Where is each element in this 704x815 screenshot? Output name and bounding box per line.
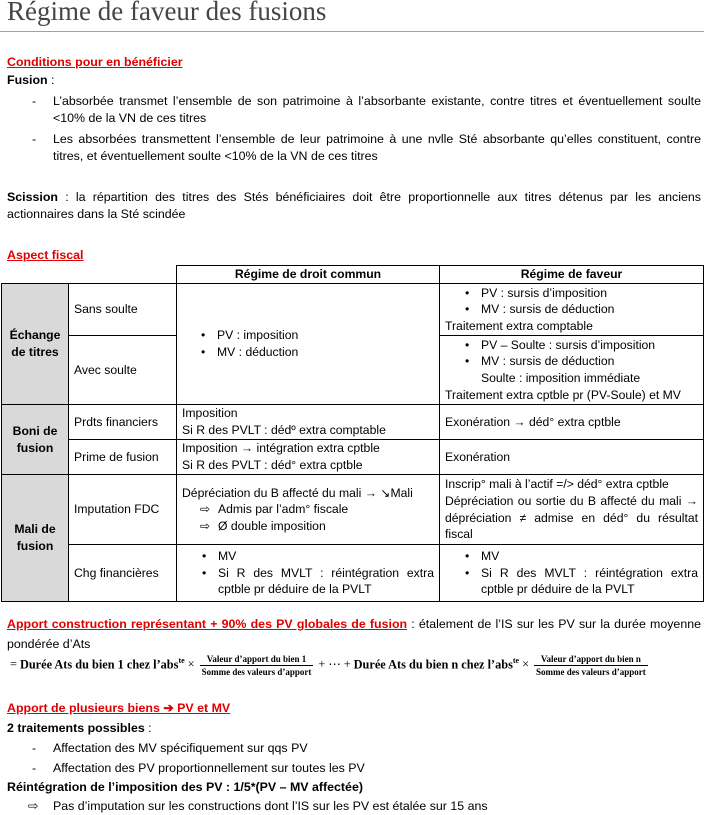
traitements-colon: : <box>144 721 152 735</box>
arrow-item: ⇨ Admis par l’adm° fiscale <box>198 501 434 518</box>
note-line: Pas d’imputation sur les constructions dont l’IS sur les PV est étalée sur 15 ans <box>53 799 488 813</box>
formula-sup: te <box>178 656 185 666</box>
formula-fraction-n <box>534 654 648 677</box>
list-item: • MV : sursis de déduction <box>461 353 698 370</box>
fraction-numerator: Valeur d’apport du bien n <box>534 654 648 666</box>
heading-part-b: PV et MV <box>177 701 231 715</box>
title-underline <box>0 31 704 32</box>
row-chg-financieres: Chg financières <box>69 545 177 602</box>
traitement-item-2: Affectation des PV proportionnellement sur toutes les PV <box>53 761 365 775</box>
apport-plusieurs-heading <box>7 700 230 717</box>
cell-line: Dépréciation ou sortie du B affecté du mali → dépréciation ≠ admise en déd° du résultat fiscal <box>445 493 698 542</box>
heading-part-a: Apport de plusieurs biens <box>7 701 160 715</box>
fusion-colon: : <box>47 73 55 87</box>
cell-line: Traitement extra comptable <box>445 318 593 333</box>
list-item: • MV : sursis de déduction <box>461 301 698 318</box>
arrow-icon: ⇨ <box>28 799 39 813</box>
list-item: • Si R des MVLT : réintégration extra cptble pr déduire de la PVLT <box>461 565 698 598</box>
cell-prdts-commun <box>177 405 440 440</box>
cell-echange-commun <box>177 284 440 405</box>
cell-prdts-faveur: Exonération → déd° extra cptble <box>440 405 704 440</box>
fusion-item-1: L’absorbée transmet l’ensemble de son patrimoine à l’absorbante existante, contre titres et éventuellement soulte <10% de la VN de ces titres <box>53 94 701 126</box>
scission-label: Scission <box>7 190 58 204</box>
cell-line: Imposition → intégration extra cptble <box>182 441 380 456</box>
apport-construction-text: : étalement de l’IS sur les PV sur la durée moyenne pondérée d’Ats <box>7 617 701 651</box>
cell-line: Imposition <box>182 406 238 421</box>
cell-line: Inscrip° mali à l’actif =/> déd° extra cptble <box>445 477 669 492</box>
header-droit-commun: Régime de droit commun <box>177 266 440 284</box>
fiscal-table <box>1 265 704 602</box>
group-mali: Mali de fusion <box>2 475 69 602</box>
formula-times: × <box>522 657 530 672</box>
formula-fraction-1 <box>200 654 314 677</box>
formula-term-1: Durée Ats du bien 1 chez l’abs <box>19 657 179 672</box>
arrow-item: ⇨ Ø double imposition <box>198 518 434 535</box>
conditions-heading: Conditions pour en bénéficier <box>7 55 183 69</box>
fusion-label: Fusion <box>7 73 48 87</box>
list-item: • Si R des MVLT : réintégration extra cptble pr déduire de la PVLT <box>198 565 434 598</box>
cell-sans-soulte-faveur <box>440 284 704 336</box>
formula-equals: = <box>10 657 17 672</box>
cell-line: Soulte : imposition immédiate <box>481 371 641 385</box>
row-prime-fusion: Prime de fusion <box>69 440 177 475</box>
scission-paragraph <box>7 189 701 224</box>
apport-construction-paragraph <box>7 614 701 654</box>
fraction-numerator: Valeur d’apport du bien 1 <box>200 654 314 666</box>
formula-sup: te <box>512 656 520 666</box>
list-item: • MV : déduction <box>197 344 434 361</box>
header-regime-faveur: Régime de faveur <box>440 266 704 284</box>
cell-chg-faveur <box>440 545 704 602</box>
cell-imputation-faveur <box>440 475 704 545</box>
table-corner <box>2 266 177 284</box>
row-sans-soulte: Sans soulte <box>69 284 177 336</box>
traitement-item-1: Affectation des MV spécifiquement sur qqs PV <box>53 741 308 755</box>
row-avec-soulte: Avec soulte <box>69 336 177 405</box>
formula-term-n: Durée Ats du bien n chez l’abs <box>353 657 513 672</box>
fraction-denominator: Somme des valeurs d’apport <box>201 667 312 677</box>
fusion-line <box>7 72 55 89</box>
row-imputation-fdc: Imputation FDC <box>69 475 177 545</box>
cell-line: Dépréciation du B affecté du mali → ↘Mali <box>182 485 413 500</box>
list-item: • MV <box>461 548 698 565</box>
traitements-line <box>7 720 152 737</box>
cell-line: Si R des PVLT : dédº extra comptable <box>182 423 386 437</box>
apport-construction-heading: Apport construction représentant + 90% des PV globales de fusion <box>7 617 408 631</box>
list-item: • MV <box>198 548 434 565</box>
cell-line: Traitement extra cptble pr (PV-Soule) et MV <box>445 387 681 402</box>
cell-prime-commun <box>177 440 440 475</box>
bullet-dash: - <box>32 741 37 755</box>
cell-line: Si R des PVLT : déd° extra cptble <box>182 458 363 472</box>
aspect-fiscal-heading: Aspect fiscal <box>7 248 84 262</box>
bullet-dash: - <box>32 94 37 108</box>
fraction-denominator: Somme des valeurs d’apport <box>536 667 646 677</box>
cell-avec-soulte-faveur <box>440 336 704 405</box>
cell-chg-commun <box>177 545 440 602</box>
cell-imputation-commun <box>177 475 440 545</box>
list-item: • PV : imposition <box>197 327 434 344</box>
bullet-dash: - <box>32 761 37 775</box>
traitements-label: 2 traitements possibles <box>7 721 145 735</box>
list-item: • PV : sursis d’imposition <box>461 285 698 302</box>
fusion-item-2: Les absorbées transmettent l’ensemble de leur patrimoine à une nvlle Sté absorbante qu’elles constituent, contre titres, et éventuellement soulte <10% de la VN de ces titres <box>53 132 701 164</box>
arrow-icon: ➔ <box>163 701 174 715</box>
group-echange: Échange de titres <box>2 284 69 405</box>
page-title: Régime de faveur des fusions <box>7 0 327 26</box>
formula-plus-dots: + ⋯ + <box>318 657 351 672</box>
bullet-dash: - <box>32 132 37 146</box>
cell-prime-faveur: Exonération <box>440 440 704 475</box>
scission-text: : la répartition des titres des Stés bénéficiaires doit être proportionnelle aux titres détenus par les anciens actionnaires dans la Sté scindée <box>7 190 701 222</box>
weighted-duration-formula <box>7 654 650 677</box>
list-item: • PV – Soulte : sursis d’imposition <box>461 337 698 354</box>
row-prdts-financiers: Prdts financiers <box>69 405 177 440</box>
group-boni: Boni de fusion <box>2 405 69 475</box>
formula-times: × <box>187 657 195 672</box>
reintegration-line: Réintégration de l’imposition des PV : 1/5*(PV – MV affectée) <box>7 780 363 794</box>
